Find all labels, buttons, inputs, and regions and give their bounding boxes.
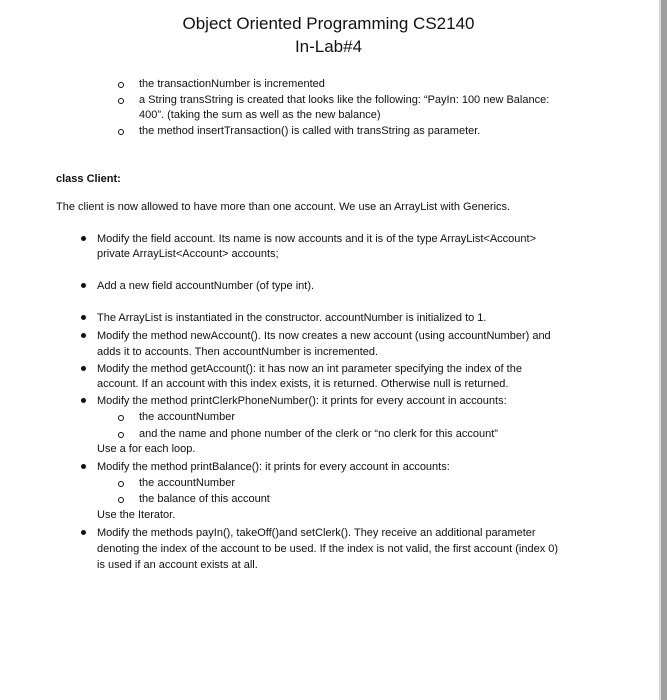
bullet-icon	[81, 464, 86, 469]
list-note: Use the Iterator.	[97, 509, 176, 521]
doc-subtitle: In-Lab#4	[294, 37, 363, 56]
list-item: the transactionNumber is incremented	[139, 78, 325, 90]
doc-title: Object Oriented Programming CS2140	[182, 14, 475, 33]
hollow-bullet-icon	[118, 481, 124, 487]
bullet-icon	[81, 530, 86, 535]
list-item: Modify the field account. Its name is now accounts and it is of the type ArrayList<Account>	[97, 233, 537, 245]
list-item: Modify the methods payIn(), takeOff()and setClerk(). They receive an additional parameter	[97, 527, 536, 539]
section-heading: class Client:	[56, 173, 121, 185]
sub-list-item: the accountNumber	[139, 477, 235, 489]
hollow-bullet-icon	[118, 98, 124, 104]
list-item-continued: is used if an account exists at all.	[97, 559, 258, 571]
list-item-continued: account. If an account with this index exists, it is returned. Otherwise null is returned.	[97, 378, 509, 390]
list-item: Modify the method printBalance(): it prints for every account in accounts:	[97, 461, 450, 473]
bullet-icon	[81, 398, 86, 403]
list-item-continued: denoting the index of the account to be used. If the index is not valid, the first account (index 0)	[97, 543, 559, 555]
list-item: the method insertTransaction() is called with transString as parameter.	[139, 125, 481, 137]
list-item: Add a new field accountNumber (of type int).	[97, 280, 315, 292]
list-item: The ArrayList is instantiated in the constructor. accountNumber is initialized to 1.	[97, 312, 487, 324]
bullet-icon	[81, 283, 86, 288]
hollow-bullet-icon	[118, 415, 124, 421]
bullet-icon	[81, 236, 86, 241]
list-item-continued: private ArrayList<Account> accounts;	[97, 248, 279, 260]
sub-list-item: the balance of this account	[139, 493, 270, 505]
sub-list-item: the accountNumber	[139, 411, 235, 423]
section-intro: The client is now allowed to have more than one account. We use an ArrayList with Generics.	[56, 201, 511, 213]
list-note: Use a for each loop.	[97, 443, 196, 455]
list-item-continued: 400”. (taking the sum as well as the new balance)	[139, 109, 381, 121]
sub-list-item: and the name and phone number of the clerk or “no clerk for this account”	[139, 428, 498, 440]
hollow-bullet-icon	[118, 82, 124, 88]
bullet-icon	[81, 333, 86, 338]
list-item: Modify the method printClerkPhoneNumber(): it prints for every account in accounts:	[97, 395, 507, 407]
list-item: a String transString is created that looks like the following: “PayIn: 100 new Balance:	[139, 94, 550, 106]
hollow-bullet-icon	[118, 432, 124, 438]
page-edge-shadow	[661, 0, 667, 700]
bullet-icon	[81, 315, 86, 320]
list-item: Modify the method newAccount(). Its now creates a new account (using accountNumber) and	[97, 330, 551, 342]
bullet-icon	[81, 366, 86, 371]
list-item: Modify the method getAccount(): it has now an int parameter specifying the index of the	[97, 363, 522, 375]
hollow-bullet-icon	[118, 497, 124, 503]
hollow-bullet-icon	[118, 129, 124, 135]
list-item-continued: adds it to accounts. Then accountNumber is incremented.	[97, 346, 379, 358]
